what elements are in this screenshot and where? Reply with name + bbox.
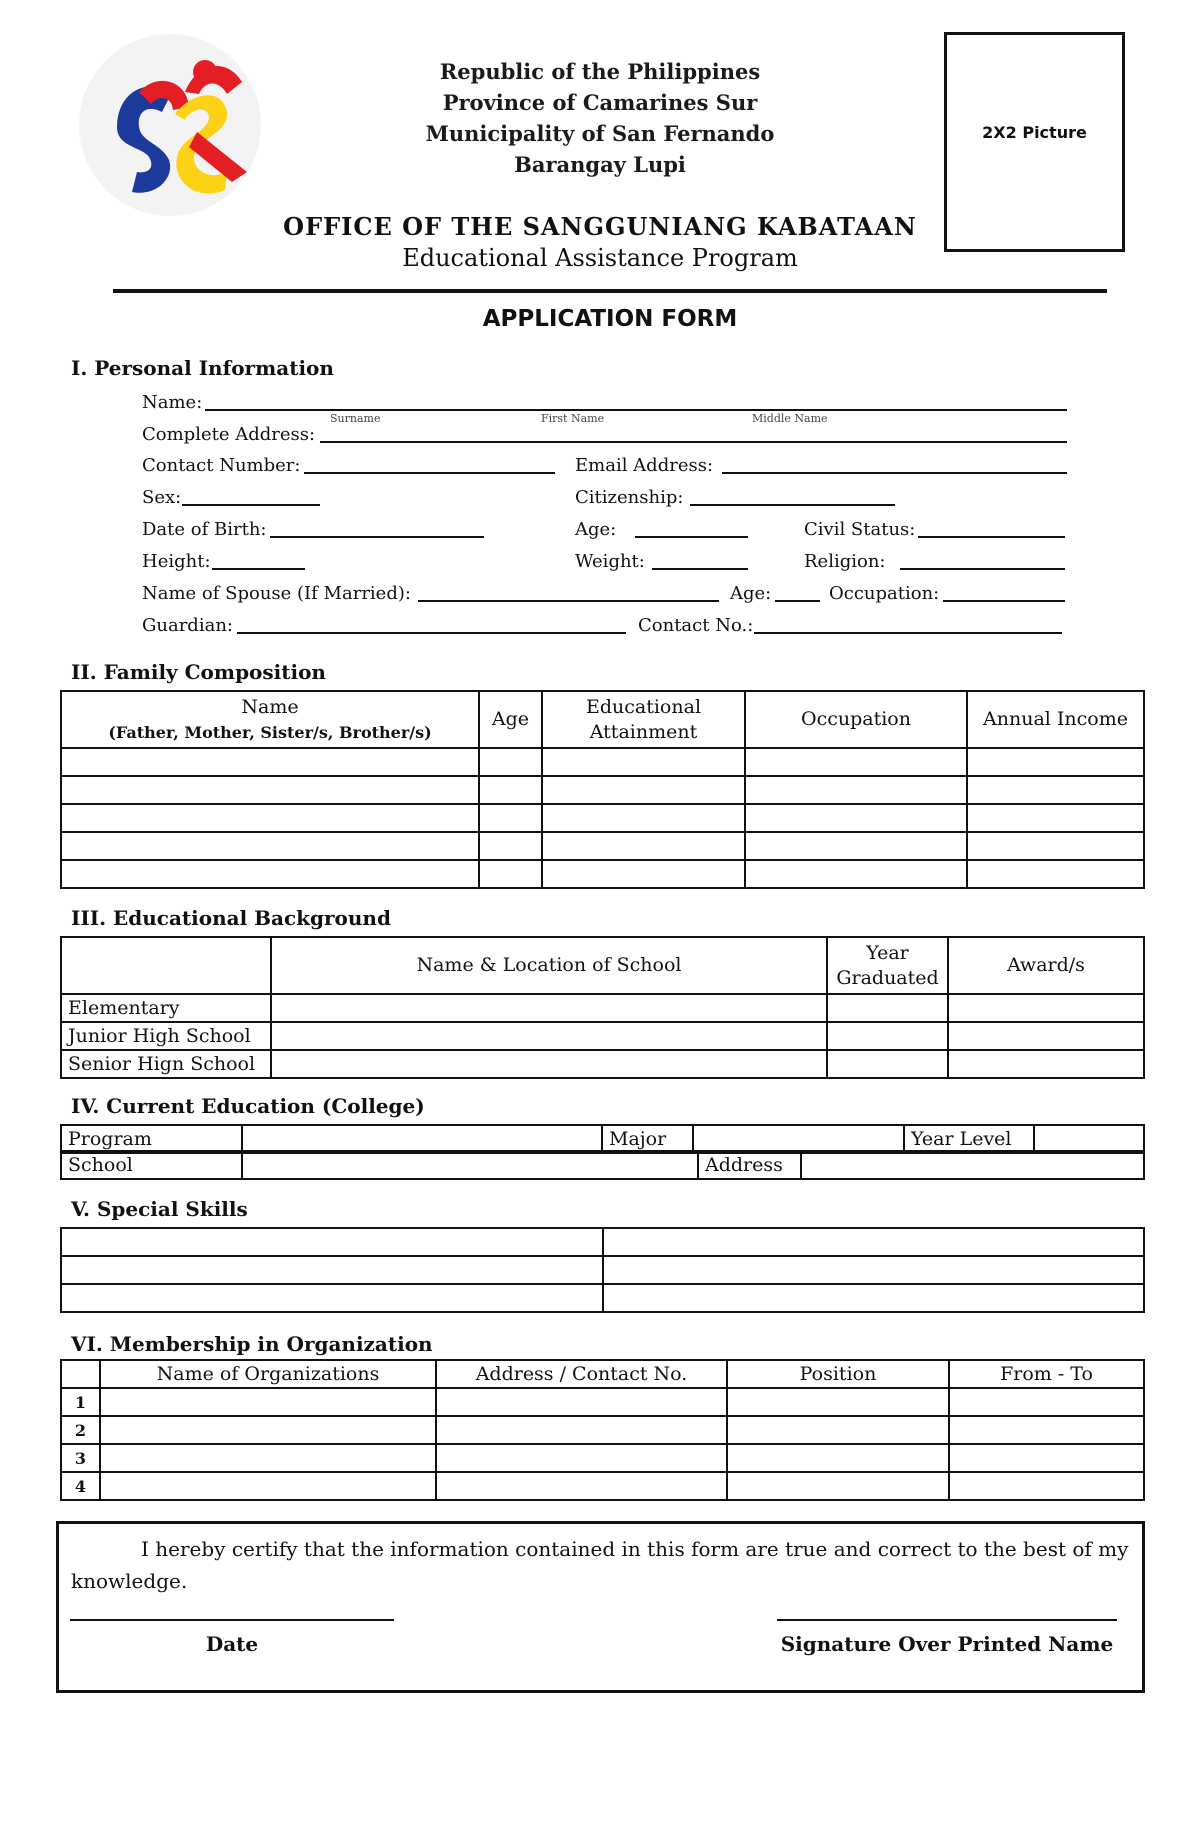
citizenship-field[interactable] <box>690 504 895 506</box>
education-cell[interactable] <box>271 1022 827 1050</box>
orgs-cell[interactable] <box>727 1416 949 1444</box>
college-program-label: Program <box>61 1125 242 1153</box>
citizenship-label: Citizenship: <box>575 487 684 508</box>
orgs-cell[interactable] <box>949 1388 1144 1416</box>
age-field[interactable] <box>635 536 748 538</box>
family-cell[interactable] <box>745 804 967 832</box>
orgs-cell[interactable] <box>436 1444 727 1472</box>
skills-cell[interactable] <box>61 1256 603 1284</box>
contact-field[interactable] <box>304 472 555 474</box>
orgs-col-address: Address / Contact No. <box>436 1360 727 1388</box>
education-cell[interactable] <box>948 994 1144 1022</box>
family-cell[interactable] <box>479 832 542 860</box>
header-barangay: Barangay Lupi <box>514 152 686 177</box>
religion-field[interactable] <box>900 568 1065 570</box>
education-col-year <box>827 937 948 994</box>
education-cell[interactable] <box>271 1050 827 1078</box>
family-cell[interactable] <box>479 804 542 832</box>
address-field[interactable] <box>320 441 1067 443</box>
family-cell[interactable] <box>967 776 1144 804</box>
family-col-name-title: Name <box>241 695 299 718</box>
sex-field[interactable] <box>182 504 320 506</box>
email-field[interactable] <box>722 472 1067 474</box>
age-label: Age: <box>575 519 617 540</box>
signature-field[interactable] <box>777 1619 1117 1621</box>
height-label: Height: <box>142 551 211 572</box>
surname-caption: Surname <box>330 412 381 425</box>
date-field[interactable] <box>70 1619 394 1621</box>
photo-box <box>944 32 1125 252</box>
education-cell[interactable] <box>827 1050 948 1078</box>
family-cell[interactable] <box>542 860 745 888</box>
education-level-shs: Senior Hign School <box>61 1050 271 1078</box>
first-name-caption: First Name <box>541 412 605 425</box>
family-row <box>61 860 1144 888</box>
guardian-field[interactable] <box>237 632 626 634</box>
college-table-row2 <box>60 1150 1145 1180</box>
family-cell[interactable] <box>967 748 1144 776</box>
family-cell[interactable] <box>61 776 479 804</box>
family-table <box>60 690 1145 889</box>
orgs-cell[interactable] <box>100 1472 436 1500</box>
family-row <box>61 776 1144 804</box>
certification-line1: I hereby certify that the information contained in this form are true and correct to the best of my <box>141 1537 1129 1561</box>
education-level-jhs: Junior High School <box>61 1022 271 1050</box>
civil-status-label: Civil Status: <box>804 519 916 540</box>
family-cell[interactable] <box>61 748 479 776</box>
contact-label: Contact Number: <box>142 455 301 476</box>
weight-label: Weight: <box>575 551 645 572</box>
education-row <box>61 1050 1144 1078</box>
orgs-table <box>60 1359 1145 1501</box>
skills-table <box>60 1227 1145 1313</box>
orgs-col-position: Position <box>727 1360 949 1388</box>
family-cell[interactable] <box>479 748 542 776</box>
program-title: Educational Assistance Program <box>402 244 798 272</box>
education-col-level <box>61 937 271 994</box>
skills-cell[interactable] <box>603 1256 1144 1284</box>
spouse-occupation-label: Occupation: <box>829 583 940 604</box>
dob-label: Date of Birth: <box>142 519 267 540</box>
skills-cell[interactable] <box>603 1284 1144 1312</box>
header-republic: Republic of the Philippines <box>439 59 761 84</box>
orgs-row-number: 3 <box>61 1444 100 1472</box>
college-major-field[interactable] <box>693 1125 904 1153</box>
skills-row <box>61 1284 1144 1312</box>
orgs-row <box>61 1416 1144 1444</box>
family-cell[interactable] <box>967 832 1144 860</box>
spouse-age-label: Age: <box>730 583 772 604</box>
skills-cell[interactable] <box>603 1228 1144 1256</box>
date-label: Date <box>205 1632 259 1656</box>
address-label: Complete Address: <box>142 424 316 445</box>
education-level-elementary: Elementary <box>61 994 271 1022</box>
orgs-cell[interactable] <box>727 1472 949 1500</box>
family-cell[interactable] <box>967 860 1144 888</box>
family-col-occupation: Occupation <box>745 691 967 748</box>
family-cell[interactable] <box>479 776 542 804</box>
form-title: APPLICATION FORM <box>482 306 738 332</box>
section-college-heading: IV. Current Education (College) <box>71 1094 425 1118</box>
orgs-cell[interactable] <box>727 1388 949 1416</box>
spouse-field[interactable] <box>418 600 719 602</box>
family-cell[interactable] <box>542 804 745 832</box>
family-row <box>61 748 1144 776</box>
family-cell[interactable] <box>745 832 967 860</box>
certification-line2: knowledge. <box>71 1569 188 1593</box>
college-address-label: Address <box>698 1151 801 1179</box>
family-cell[interactable] <box>61 832 479 860</box>
orgs-row <box>61 1472 1144 1500</box>
college-program-field[interactable] <box>242 1125 602 1153</box>
religion-label: Religion: <box>804 551 886 572</box>
education-cell[interactable] <box>827 994 948 1022</box>
family-col-age: Age <box>479 691 542 748</box>
orgs-col-number <box>61 1360 100 1388</box>
guardian-label: Guardian: <box>142 615 233 636</box>
orgs-cell[interactable] <box>100 1416 436 1444</box>
orgs-cell[interactable] <box>949 1472 1144 1500</box>
orgs-cell[interactable] <box>436 1388 727 1416</box>
skills-cell[interactable] <box>61 1284 603 1312</box>
skills-row <box>61 1228 1144 1256</box>
college-address-field[interactable] <box>801 1151 1144 1179</box>
family-row <box>61 804 1144 832</box>
name-label: Name: <box>142 392 203 413</box>
email-label: Email Address: <box>575 455 714 476</box>
orgs-cell[interactable] <box>436 1416 727 1444</box>
orgs-row-number: 4 <box>61 1472 100 1500</box>
education-cell[interactable] <box>948 1050 1144 1078</box>
orgs-col-name: Name of Organizations <box>100 1360 436 1388</box>
section-family-heading: II. Family Composition <box>71 660 326 684</box>
college-year-level-field[interactable] <box>1034 1125 1144 1153</box>
family-cell[interactable] <box>967 804 1144 832</box>
orgs-row <box>61 1388 1144 1416</box>
signature-label: Signature Over Printed Name <box>780 1632 1114 1656</box>
orgs-cell[interactable] <box>949 1416 1144 1444</box>
spouse-occupation-field[interactable] <box>943 600 1065 602</box>
college-major-label: Major <box>602 1125 693 1153</box>
family-col-education-line2: Attainment <box>589 720 698 743</box>
education-table <box>60 936 1145 1079</box>
civil-status-field[interactable] <box>918 536 1065 538</box>
weight-field[interactable] <box>652 568 748 570</box>
orgs-cell[interactable] <box>100 1388 436 1416</box>
education-col-awards: Award/s <box>948 937 1144 994</box>
education-col-year-line1: Year <box>866 941 909 964</box>
family-cell[interactable] <box>61 804 479 832</box>
name-field[interactable] <box>205 409 1067 411</box>
spouse-label: Name of Spouse (If Married): <box>142 583 411 604</box>
header-divider <box>113 289 1107 293</box>
family-cell[interactable] <box>61 860 479 888</box>
orgs-row-number: 2 <box>61 1416 100 1444</box>
orgs-col-from-to: From - To <box>949 1360 1144 1388</box>
education-row <box>61 1022 1144 1050</box>
family-col-name-sub: (Father, Mother, Sister/s, Brother/s) <box>108 722 432 742</box>
family-cell[interactable] <box>542 832 745 860</box>
section-personal-heading: I. Personal Information <box>71 356 334 380</box>
family-cell[interactable] <box>542 748 745 776</box>
photo-label: 2X2 Picture <box>982 123 1087 142</box>
header-municipality: Municipality of San Fernando <box>425 121 775 146</box>
orgs-cell[interactable] <box>949 1444 1144 1472</box>
height-field[interactable] <box>212 568 305 570</box>
family-col-income: Annual Income <box>967 691 1144 748</box>
family-cell[interactable] <box>479 860 542 888</box>
family-row <box>61 832 1144 860</box>
header-province: Province of Camarines Sur <box>442 90 758 115</box>
family-col-education <box>542 691 745 748</box>
education-cell[interactable] <box>827 1022 948 1050</box>
middle-name-caption: Middle Name <box>752 412 828 425</box>
orgs-cell[interactable] <box>727 1444 949 1472</box>
family-cell[interactable] <box>745 776 967 804</box>
office-title: OFFICE OF THE SANGGUNIANG KABATAAN <box>283 212 917 241</box>
skills-cell[interactable] <box>61 1228 603 1256</box>
education-col-year-line2: Graduated <box>836 966 939 989</box>
sex-label: Sex: <box>142 487 182 508</box>
orgs-row-number: 1 <box>61 1388 100 1416</box>
skills-row <box>61 1256 1144 1284</box>
family-cell[interactable] <box>745 860 967 888</box>
section-skills-heading: V. Special Skills <box>71 1197 248 1221</box>
college-school-field[interactable] <box>242 1151 698 1179</box>
college-school-label: School <box>61 1151 242 1179</box>
family-cell[interactable] <box>745 748 967 776</box>
guardian-contact-label: Contact No.: <box>638 615 754 636</box>
education-row <box>61 994 1144 1022</box>
college-year-level-label: Year Level <box>904 1125 1034 1153</box>
education-cell[interactable] <box>948 1022 1144 1050</box>
orgs-cell[interactable] <box>436 1472 727 1500</box>
section-orgs-heading: VI. Membership in Organization <box>71 1332 433 1356</box>
orgs-row <box>61 1444 1144 1472</box>
section-education-heading: III. Educational Background <box>71 906 391 930</box>
orgs-cell[interactable] <box>100 1444 436 1472</box>
guardian-contact-field[interactable] <box>754 632 1062 634</box>
dob-field[interactable] <box>270 536 484 538</box>
education-cell[interactable] <box>271 994 827 1022</box>
family-col-education-line1: Educational <box>585 695 702 718</box>
education-col-school: Name & Location of School <box>271 937 827 994</box>
family-col-name <box>61 691 479 748</box>
spouse-age-field[interactable] <box>775 600 820 602</box>
family-cell[interactable] <box>542 776 745 804</box>
